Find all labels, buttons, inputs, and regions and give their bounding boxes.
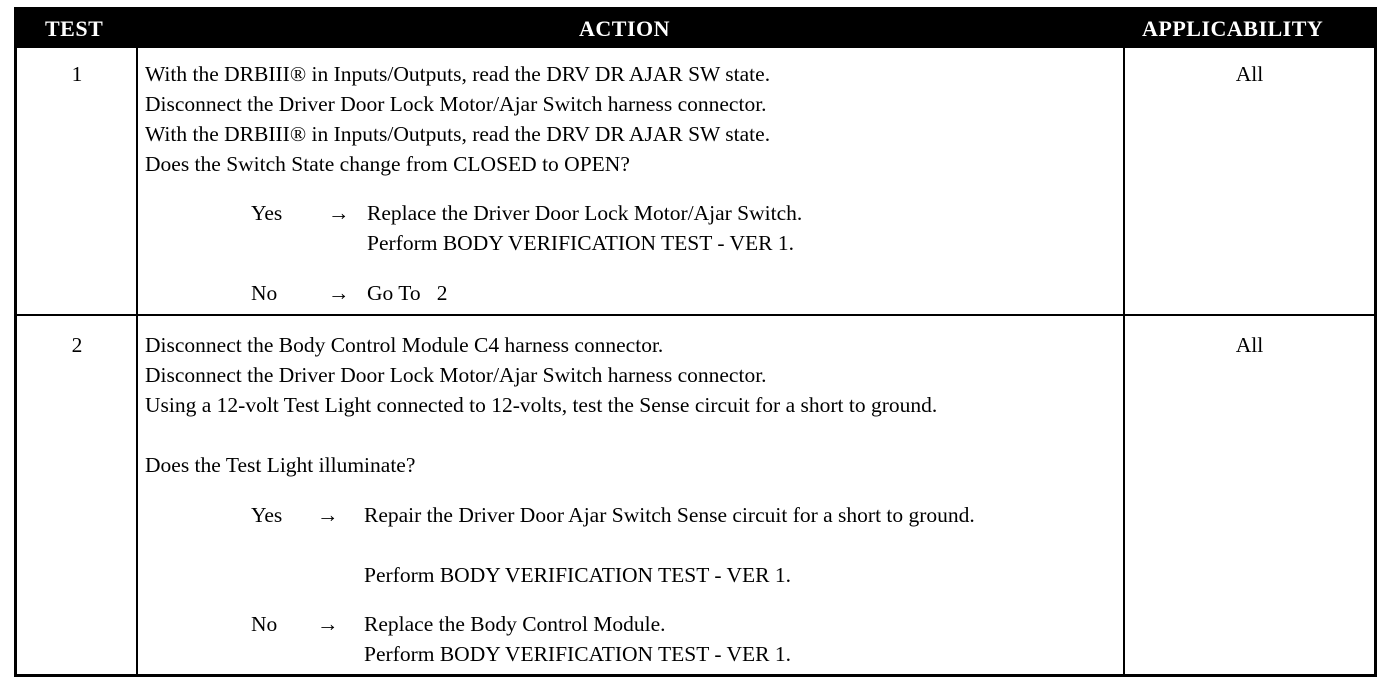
action-question: Does the Test Light illuminate? bbox=[145, 453, 416, 477]
no-label: No bbox=[251, 612, 278, 636]
yes-action: Perform BODY VERIFICATION TEST - VER 1. bbox=[364, 563, 792, 587]
right-arrow-icon: → bbox=[317, 503, 339, 527]
action-step: With the DRBIII® in Inputs/Outputs, read the DRV DR AJAR SW state. bbox=[145, 122, 771, 146]
test-number: 1 bbox=[71, 62, 83, 86]
row-divider bbox=[17, 314, 1374, 316]
yes-action: Perform BODY VERIFICATION TEST - VER 1. bbox=[367, 231, 795, 255]
table-header bbox=[17, 10, 1374, 48]
yes-action: Replace the Driver Door Lock Motor/Ajar Switch. bbox=[367, 201, 803, 225]
action-step: Disconnect the Driver Door Lock Motor/Ajar Switch harness connector. bbox=[145, 92, 767, 116]
header-test: TEST bbox=[45, 16, 104, 41]
right-arrow-icon: → bbox=[317, 612, 339, 636]
action-step: Using a 12-volt Test Light connected to 12-volts, test the Sense circuit for a short to ground. bbox=[145, 393, 938, 417]
applicability-value: All bbox=[1235, 62, 1264, 86]
yes-label: Yes bbox=[251, 201, 283, 225]
no-action: Replace the Body Control Module. bbox=[364, 612, 666, 636]
applicability-value: All bbox=[1235, 333, 1264, 357]
right-arrow-icon: → bbox=[328, 201, 350, 225]
no-action: Go To 2 bbox=[367, 281, 448, 305]
diagnostic-test-table bbox=[14, 7, 1377, 677]
yes-action: Repair the Driver Door Ajar Switch Sense circuit for a short to ground. bbox=[364, 503, 975, 527]
header-action: ACTION bbox=[579, 16, 671, 41]
no-label: No bbox=[251, 281, 278, 305]
action-question: Does the Switch State change from CLOSED to OPEN? bbox=[145, 152, 630, 176]
test-number: 2 bbox=[71, 333, 83, 357]
header-applicability: APPLICABILITY bbox=[1142, 16, 1324, 41]
yes-label: Yes bbox=[251, 503, 283, 527]
no-action: Perform BODY VERIFICATION TEST - VER 1. bbox=[364, 642, 792, 666]
action-step: Disconnect the Body Control Module C4 harness connector. bbox=[145, 333, 664, 357]
action-step: With the DRBIII® in Inputs/Outputs, read the DRV DR AJAR SW state. bbox=[145, 62, 771, 86]
action-step: Disconnect the Driver Door Lock Motor/Ajar Switch harness connector. bbox=[145, 363, 767, 387]
right-arrow-icon: → bbox=[328, 281, 350, 305]
